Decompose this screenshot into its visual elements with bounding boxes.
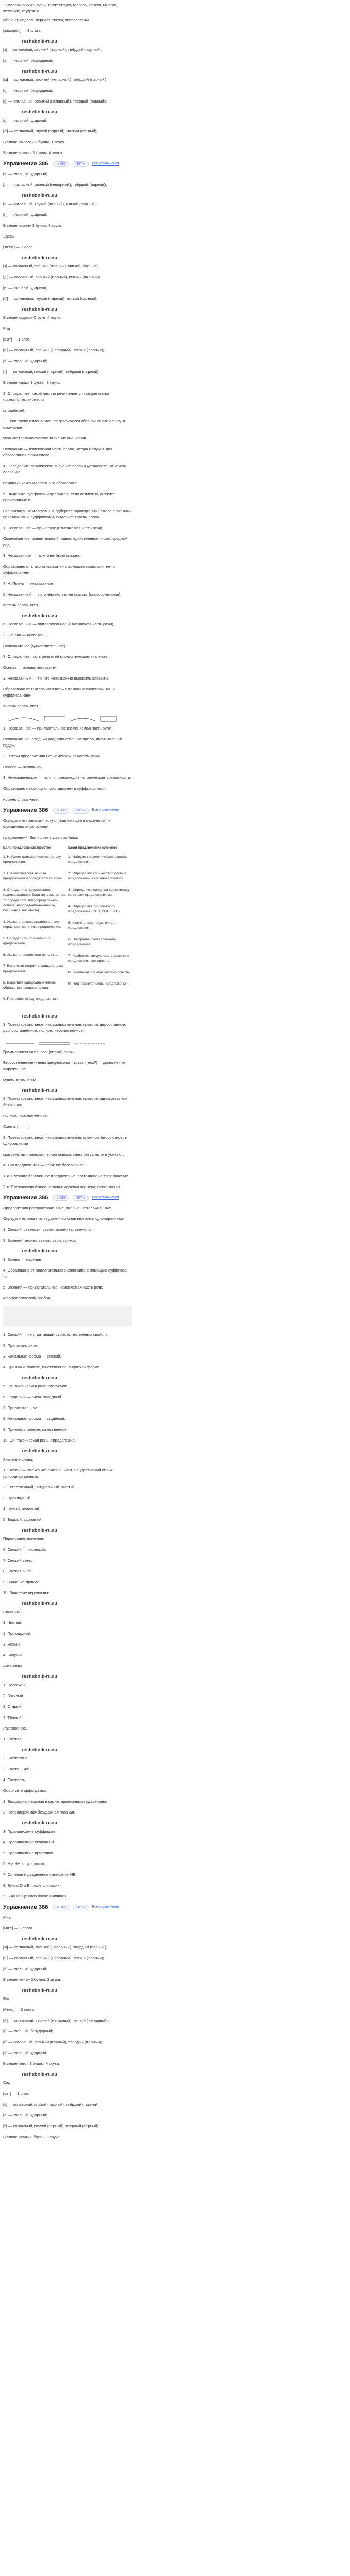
table-cell: 1. Найдите грамматические основы предложения. <box>68 855 127 864</box>
watermark: reshebnik-ru.ru <box>22 255 58 260</box>
text-line: 2. Естественный, натуральный, чистый. <box>3 1485 76 1489</box>
text-line: 5. Правописание приставок. <box>3 1851 55 1855</box>
watermark: reshebnik-ru.ru <box>22 1601 58 1606</box>
analysis-block <box>3 391 132 803</box>
text-line: В слове «здесь» 5 букв, 4 звука. <box>3 315 62 320</box>
text-line: 1. Несвежий. <box>3 1683 27 1687</box>
exercise-nav <box>53 808 119 814</box>
text-line: 4. Образовано от прилагательного «звонкий» с помощью суффикса -о. <box>3 1268 127 1279</box>
divider-block <box>3 1306 132 1327</box>
prev-exercise-button[interactable]: « 385 <box>53 808 69 814</box>
text-line: 3. Старый. <box>3 1704 23 1709</box>
text-line: 3. Свеженький. <box>3 1767 31 1771</box>
text-line: 7. Прилагательное. <box>3 1405 39 1410</box>
text-line: 9. Значение прямое. <box>3 1580 41 1584</box>
text-line: Синонимы. <box>3 1609 24 1614</box>
text-line: [з] — согласный, звонкий (парный), твёрдый (парный); <box>3 47 102 52</box>
text-line: 3. Прохладный. <box>3 1496 32 1500</box>
exercise-title: Упражнение 386 <box>3 1904 48 1910</box>
text-line: 9. Ь на конце слов после шипящих. <box>3 1894 68 1899</box>
text-line: 4. Бодрый. <box>3 1653 23 1657</box>
watermark: reshebnik-ru.ru <box>22 1988 58 1993</box>
morpheme-scheme <box>3 714 121 722</box>
table-cell: 6. Укажите, полное или неполное. <box>3 953 59 957</box>
watermark: reshebnik-ru.ru <box>22 1013 58 1019</box>
text-line: [р'] — согласный, звонкий (непарный), мягкий (парный); <box>3 348 104 352</box>
text-line: 2. Повествовательное, невосклицательное, простое, односоставное, безличное, <box>3 1096 129 1107</box>
text-line: [с'] — согласный, глухой (парный), мягкий (парный); <box>3 296 98 301</box>
table-cell: 9. Постройте схему предложения. <box>3 997 59 1001</box>
text-line: 5. Синтаксическая роль: сказуемое. <box>3 1384 68 1388</box>
watermark: reshebnik-ru.ru <box>22 307 58 312</box>
text-line: [й'] — согласный, звонкий (непарный), мягкий (непарный); <box>3 2018 109 2023</box>
text-line: [зд'ес'] — 1 слог. <box>3 245 33 249</box>
table-cell: 9. Подчеркните члены предложения. <box>68 982 129 986</box>
all-exercises-link[interactable]: Все упражнения <box>92 1196 119 1199</box>
text-line: существительным. <box>3 1077 38 1082</box>
table-cell: 7. Разберите каждую часть сложного предложения как простое. <box>68 954 129 963</box>
text-line: 3. Звонко — наречие. <box>3 1257 42 1262</box>
text-line: В слове «мороз» 3 буквы, 3 звука. <box>3 140 65 144</box>
text-line: 2. Затхлый. <box>3 1693 24 1698</box>
table-cell: 5. Определите, осложнено ли предложение. <box>3 937 52 945</box>
table-cell: 4. Определите тип сложного предложения (ССП, СПП, БСП). <box>68 905 121 913</box>
text-line: Мне <box>3 1915 11 1920</box>
exercise-nav <box>53 1195 119 1201</box>
text-line: [о] — гласный, безударный; <box>3 88 54 93</box>
text-line: [а] — гласный, ударный; <box>3 359 47 363</box>
next-exercise-button[interactable]: 387 » <box>73 808 89 814</box>
next-exercise-button[interactable]: 387 » <box>73 1195 89 1201</box>
text-line: [м] — согласный, звонкий (непарный), твёрдый (парный); <box>3 77 108 82</box>
text-line: [н'] — согласный, звонкий (непарный), мягкий (парный); <box>3 1956 104 1960</box>
text-line: В слове «ряд» 3 буквы, 3 звука. <box>3 380 61 385</box>
text-line: Его <box>3 1996 9 2001</box>
watermark: reshebnik-ru.ru <box>22 1088 58 1093</box>
text-line: Окончание -ое (существительное). <box>3 643 66 648</box>
text-line: 2. Определите, какой частью речи является каждое слово (самостоятельное или <box>3 391 109 402</box>
text-line: Значение слова. <box>3 1457 33 1462</box>
text-line: 4. Определите лексическое значение слова и установите, от какого слова и с <box>3 464 126 474</box>
watermark: reshebnik-ru.ru <box>22 109 58 114</box>
text-line: 1. Повествовательное, невосклицательное, простое, двусоставное, распространённое, полное, неосложнённое. <box>3 1022 126 1033</box>
text-line: 1. Безударная гласная в корне, проверяемая ударением. <box>3 1799 107 1804</box>
exercise-386c-body <box>3 1205 132 1900</box>
text-line: [а] — гласный, безударный; <box>3 58 54 63</box>
text-line: В слове «сад» 3 буквы, 3 звука. <box>3 2134 61 2139</box>
prev-exercise-button[interactable]: « 385 <box>53 1905 69 1910</box>
text-line: Грамматическая основа: (свежи) свежи. <box>3 1049 76 1054</box>
text-line: 7. Свежий ветер. <box>3 1558 34 1563</box>
text-line: 3. Несказанное — то, что не было сказано. <box>3 553 82 558</box>
table-cell: 7. Выпишите второстепенные члены предложения. <box>3 964 63 973</box>
text-line: Обоснуйте орфограммы. <box>3 1788 49 1793</box>
text-line: непроизводные морфемы. Подберите однокоренные слова с разными приставками и суффиксами, выделите корень слова. <box>3 509 132 519</box>
text-line: 4. Свежесть. <box>3 1777 26 1782</box>
text-line: 1. Свежий — не утративший своих естественных свойств. <box>3 1332 109 1337</box>
watermark: reshebnik-ru.ru <box>22 1747 58 1752</box>
text-line: 4. Новый, недавний. <box>3 1506 40 1511</box>
text-line: Корень слова -чел-. <box>3 797 39 802</box>
text-line: В слове «каня» 3 буквы, 4 звука. <box>3 223 63 228</box>
text-line: 3. Несказанный — то, что невозможно выразить словами. <box>3 676 109 681</box>
text-line: 5. Несказанный — то, о чём нельзя не сказать (словосочетание). <box>3 592 122 597</box>
exercise-title: Упражнение 386 <box>3 807 48 814</box>
watermark: reshebnik-ru.ru <box>22 1936 58 1941</box>
text-line: Определите, какие из выделенных слов являются однокоренными. <box>3 1216 126 1221</box>
text-line: Основа — основа ча-. <box>3 765 43 769</box>
watermark: reshebnik-ru.ru <box>22 1448 58 1453</box>
table-cell: 3. Определите, двусоставное (односоставное). Если односоставное, то определите тип (определённо-личное, неопределённо-личное, безличное, назывное). <box>3 888 66 912</box>
text-line: Антонимы. <box>3 1664 23 1668</box>
text-line: [е] — гласный, ударный; <box>3 1967 47 1971</box>
text-line: Окончание — изменяемая часть слова, которая служит для образования форм слова. <box>3 447 112 457</box>
text-line: 8. Свежая рыба. <box>3 1569 33 1573</box>
text-line: 3. Новый. <box>3 1642 21 1647</box>
text-line: Здесь <box>3 234 14 239</box>
text-line: 1. Свежий — только что появившийся, не утративший своих природных качеств. <box>3 1468 113 1479</box>
text-line: 9. Признаки: полное, качественное. <box>3 1427 68 1432</box>
text-line: [мн'е] — 2 слога. <box>3 1926 33 1930</box>
text-line: 3. Нечеловеческое — то, что превосходит человеческие возможности. <box>3 775 131 780</box>
text-line: служебное). <box>3 408 25 413</box>
text-line: 2. Основа — несказанн-. <box>3 633 48 637</box>
prev-exercise-button[interactable]: « 385 <box>53 1195 69 1201</box>
text-line: [з] — согласный, звонкий (парный), мягкий (парный); <box>3 264 99 268</box>
text-line: Окончание -ое: средний род, единственное число, именительный падеж. <box>3 737 123 748</box>
text-line: 2. Прохладный. <box>3 1631 32 1636</box>
text-line: 3. Если слово изменяемое, то графически обозначьте его основу и окончание, <box>3 419 125 430</box>
text-line: Морфологический разбор. <box>3 1296 51 1300</box>
text-line: [п] — согласный, глухой (парный), мягкий (парный); <box>3 201 97 206</box>
text-line: [й'иво] — 3 слога. <box>3 2007 35 2012</box>
table-cell: 2. Грамматическая основа предложения и определите её типы. <box>3 872 63 880</box>
exercise-nav <box>53 161 119 167</box>
table-cell: 3. Определите средства связи между простыми предложениями. <box>68 888 130 897</box>
text-line: 10. Синтаксическая роль: определение. <box>3 1438 76 1443</box>
text-line: [о] — гласный, ударный; <box>3 2050 47 2055</box>
text-line: 2. Свежатина. <box>3 1756 29 1760</box>
text-line: Второстепенные члены предложения: травы (чем?) — дополнение, выраженное <box>3 1060 127 1071</box>
text-line: 2. Прилагательное. <box>3 1343 39 1348</box>
text-line: 1. Несказанное — причастие (изменяемая часть речи). <box>3 526 103 530</box>
text-line: 7. Слитное и раздельное написание НЕ. <box>3 1872 77 1877</box>
text-line: 6. Несказа́нный — прилагательное (изменяемая часть речи). <box>3 622 115 626</box>
text-line: [а] — гласный, ударный; <box>3 172 47 176</box>
table-cell: 2. Определите количество простых предложений в составе сложного. <box>68 872 126 880</box>
text-line: [т] — согласный, глухой (парный), твёрдый (парный); <box>3 369 100 374</box>
table-cell: 8. Выделите однородные члены, обращения, вводные слова. <box>3 981 57 990</box>
text-line: 2-я: Сложносочинённое, основы: деревья чернеют, голос звенит. <box>3 1184 121 1189</box>
text-line: 3. Повествовательное, невосклицательное, сложное, бессоюзное, с однородными <box>3 1135 127 1146</box>
exercise-title: Упражнение 386 <box>3 161 48 167</box>
text-line: 10. Значение переносное. <box>3 1590 51 1595</box>
text-line: 2. Звонкий, звонко, звенит, звон, звонок. <box>3 1238 76 1243</box>
text-line: сказуемыми; грамматическая основа: снега бегут, потоки убивают. <box>3 1152 124 1157</box>
exercise-386d-body <box>3 1914 132 2140</box>
text-line: 2. В этом предложении нет изменяемых частей речи. <box>3 754 100 758</box>
exercise-header <box>3 807 132 814</box>
all-exercises-link[interactable]: Все упражнения <box>92 1905 119 1909</box>
next-exercise-button[interactable]: 387 » <box>73 1905 89 1910</box>
table-cell: 6. Постройте схему сложного предложения. <box>68 938 116 946</box>
watermark: reshebnik-ru.ru <box>22 193 58 198</box>
content-column <box>3 2 132 2145</box>
text-line: В слове «мне» 3 буквы, 3 звука. <box>3 1977 61 1982</box>
text-line: 2. Непроверяемая безударная гласная. <box>3 1810 75 1815</box>
text-line: [с'] — согласный, глухой (парный), мягкий (парный); <box>3 129 98 133</box>
text-line: [о] — гласный, ударный; <box>3 118 47 123</box>
text-line: Определите грамматическую (подлежащее и сказуемое) и функциональную основу <box>3 818 110 829</box>
text-line: 6. Студёный — очень холодный. <box>3 1395 62 1399</box>
exercise-nav <box>53 1905 119 1910</box>
text-line: Разговорное. <box>3 1726 27 1731</box>
text-line: 1. Чистый. <box>3 1620 22 1625</box>
phonetic-block-1 <box>3 2 132 156</box>
text-line: помощью каких морфем оно образовано. <box>3 481 79 485</box>
text-line: 6. Свежий — несвежий. <box>3 1547 46 1552</box>
text-line: 5. Выделите суффиксы и префиксы; если возможно, укажите производные и <box>3 492 115 502</box>
text-line: [а] — гласный, ударный; <box>3 2113 47 2117</box>
parsing-table <box>3 845 132 1008</box>
text-line: 4. Признаки: полное, качественное, в краткой форме. <box>3 1365 101 1369</box>
exercise-header <box>3 1904 132 1910</box>
text-line: В слове «зима» 3 буквы, 4 звука. <box>3 150 63 155</box>
text-line: [и] — гласный, безударный; <box>3 2029 54 2033</box>
table-cell: 4. Укажите, распространённое или нераспространённое предложение. <box>3 920 61 929</box>
watermark: reshebnik-ru.ru <box>22 1528 58 1533</box>
text-line: 3. Правописание суффиксов. <box>3 1829 57 1834</box>
text-line: [в] — согласный, звонкий (парный), твёрдый (парный); <box>3 2040 102 2044</box>
text-line: 4. Н. Поэма — несказанное. <box>3 581 55 586</box>
text-line: убивают, водоём, чернеет, свежи, окровавлены. <box>3 18 90 22</box>
table-header: Если предложение сложное <box>68 846 117 850</box>
watermark: reshebnik-ru.ru <box>22 39 58 44</box>
text-line: Образовано от глагола «сказать» с помощью приставки не- и суффикса -нн-. <box>3 564 115 575</box>
exercise-title: Упражнение 386 <box>3 1195 48 1201</box>
text-line: 5. Бодрый, здоровый. <box>3 1517 43 1522</box>
all-exercises-link[interactable]: Все упражнения <box>92 808 119 812</box>
text-line: предложений. Выпишите в два столбика. <box>3 835 78 840</box>
all-exercises-link[interactable]: Все упражнения <box>92 162 119 165</box>
text-line: 8. Начальная форма — студёный. <box>3 1416 65 1421</box>
text-line: Корень слова -сказ-. <box>3 704 41 708</box>
text-line: В слове «его» 3 буквы, 4 звука. <box>3 2061 60 2066</box>
text-line: [т] — согласный, глухой (парный), твёрдый (парный); <box>3 2124 100 2128</box>
text-line: [сат] — 1 слог. <box>3 2091 29 2096</box>
text-line: Переносное значение: <box>3 1536 44 1541</box>
watermark: reshebnik-ru.ru <box>22 2072 58 2077</box>
table-column-complex <box>68 845 132 1008</box>
exercise-386b-body <box>3 818 132 1190</box>
text-line: 3. Начальная форма — свежий. <box>3 1354 61 1359</box>
text-line: [р'ат] — 1 слог. <box>3 337 30 342</box>
exercise-386a-body <box>3 171 132 386</box>
next-exercise-button[interactable]: 387 » <box>73 161 89 167</box>
text-line: 6. Н и НН в суффиксах. <box>3 1861 46 1866</box>
text-line: [д'] — согласный, звонкий (парный), мягкий (парный); <box>3 275 100 279</box>
text-line: 4. Тип предложения — сложное бессоюзное. <box>3 1163 85 1167</box>
exercise-header <box>3 161 132 167</box>
text-line: Схема: [ — = ]. <box>3 1124 30 1129</box>
text-line: Образовано от глагола «сказать» с помощью приставки не- и суффикса -анн-. <box>3 687 115 698</box>
text-line: 1. Свежий, свежести, свежо, освежить, свежесть. <box>3 1227 93 1232</box>
watermark: reshebnik-ru.ru <box>22 1674 58 1679</box>
watermark: reshebnik-ru.ru <box>22 69 58 74</box>
table-header: Если предложение простое <box>3 846 51 850</box>
text-line: [л] — согласный, звонкий (непарный), твёрдый (парный); <box>3 182 107 187</box>
text-line: Предложения распространённые, полные, неосложнённые. <box>3 1206 112 1210</box>
text-line: [я] — гласный, ударный; <box>3 212 47 217</box>
table-cell: 8. Выпишите грамматические основы. <box>68 971 131 974</box>
text-line: 1-я: Сложное бессоюзное предложение, состоящее из трёх простых. <box>3 1174 129 1178</box>
text-line: [с] — согласный, глухой (парный), твёрдый (парный); <box>3 2102 100 2107</box>
text-line: Основа — основа несказанн-. <box>3 665 58 670</box>
text-line: 5. Звонкий — прилагательное, изменяемая часть речи. <box>3 1285 103 1290</box>
text-line: Сад <box>3 2080 11 2085</box>
text-line: 1. Несказанное — прилагательное (изменяемая часть речи). <box>3 726 114 731</box>
text-line: Ряд <box>3 326 10 331</box>
text-line: 1. Свежак. <box>3 1737 22 1741</box>
text-line: Окончание -ое: именительный падеж, единственное число, средний род. <box>3 536 128 547</box>
text-line: полное, неосложнённое. <box>3 1113 48 1118</box>
exercise-header <box>3 1195 132 1201</box>
text-line: 8. Буквы О и Ё после шипящих. <box>3 1883 61 1888</box>
watermark: reshebnik-ru.ru <box>22 1820 58 1825</box>
text-line: Образовано с помощью приставки не- и суффикса -еск-. <box>3 786 107 791</box>
table-cell: 5. Укажите вид придаточного предложения. <box>68 921 116 930</box>
table-column-simple <box>3 845 66 1008</box>
text-line: [м] — согласный, звонкий (непарный), твёрдый (парный); <box>3 1945 108 1950</box>
text-line: [заморо́с'] — 3 слога. <box>3 28 42 33</box>
text-line: [е] — гласный, ударный; <box>3 285 47 290</box>
text-line: 4. Правописание окончаний. <box>3 1840 55 1844</box>
text-line: укажите грамматическое значение окончания. <box>3 436 87 440</box>
text-line: 4. Тёплый. <box>3 1715 23 1720</box>
watermark: reshebnik-ru.ru <box>22 613 58 618</box>
prev-exercise-button[interactable]: « 385 <box>53 161 69 167</box>
watermark: reshebnik-ru.ru <box>22 1375 58 1380</box>
text-line: Заморозь: звонко, пели, торжествуют, голосов, потоки, многие, жестокие, студёные, <box>3 3 117 13</box>
text-line: Корень слова -сказ-. <box>3 603 41 607</box>
text-line: 3. Определите часть речи и её грамматическое значение. <box>3 654 109 659</box>
sentence-scheme <box>3 1039 121 1046</box>
text-line: [р] — согласный, звонкий (непарный), твёрдый (парный); <box>3 99 107 104</box>
watermark: reshebnik-ru.ru <box>22 1248 58 1253</box>
table-cell: 1. Найдите грамматическую основу предложения. <box>3 855 61 864</box>
